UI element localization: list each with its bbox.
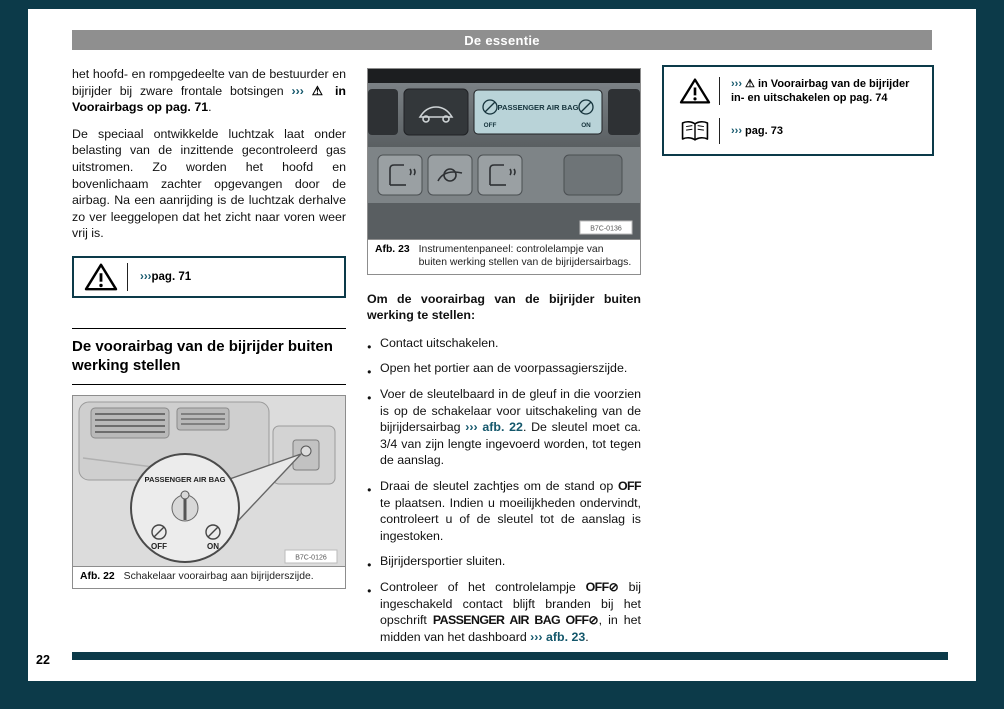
warning-note-box: [72, 256, 346, 298]
figure-23-on-label: ON: [581, 122, 591, 129]
figure-23-label: Afb. 23: [375, 244, 410, 255]
list-item: [367, 478, 641, 544]
figure-22-label: Afb. 22: [80, 570, 115, 582]
cross-reference: ››› afb. 22: [465, 420, 523, 435]
procedure-intro: Om de voorairbag van de bijrijder buiten werking te stellen:: [367, 291, 641, 323]
figure-23: [367, 68, 641, 275]
figure-22: [72, 395, 346, 589]
manual-page: [28, 9, 976, 681]
cross-reference-arrows: ›››: [731, 78, 746, 90]
paragraph: [72, 66, 346, 116]
warning-icon-cell: [674, 77, 720, 105]
cross-reference-target: pag. 71: [151, 270, 192, 283]
cross-reference-arrows: ›››: [731, 125, 746, 137]
list-item: [367, 386, 641, 469]
reference-row-manual: [674, 118, 922, 144]
figure-23-code: B7C-0136: [590, 225, 622, 233]
figure-23-caption: [367, 240, 641, 275]
figure-22-off-label: OFF: [151, 541, 167, 551]
list-item: [367, 553, 641, 570]
off-indicator-text: OFF: [585, 579, 609, 594]
dashboard-switch-illustration: [73, 396, 345, 567]
figure-23-off-label: OFF: [483, 122, 497, 129]
cross-reference-target: pag. 73: [745, 125, 783, 137]
paragraph-text: het hoofd- en rompgedeelte van de bestuurder en bijrijder bij zware frontale botsingen: [72, 67, 346, 98]
cross-reference-target: ⚠ in Voorairbags op pag. 71: [72, 83, 346, 115]
figure-22-image: [72, 395, 346, 567]
cross-reference-arrows: ›››: [291, 83, 312, 98]
figure-23-caption-text: Instrumentenpaneel: controlelampje van buiten werking stellen van de bijrijdersairbags.: [418, 244, 632, 268]
list-item-text: Draai de sleutel zachtjes om de stand op: [380, 478, 619, 493]
passenger-airbag-indicator-text: PASSENGER AIR BAG OFF: [432, 613, 589, 628]
figure-22-switch-title: PASSENGER AIR BAG: [144, 474, 226, 484]
figure-22-code: B7C-0126: [295, 554, 327, 562]
book-icon: [679, 118, 711, 144]
list-item-text: Open het portier aan de voorpassagierszijde.: [380, 361, 628, 376]
figure-22-on-label: ON: [207, 541, 219, 551]
footer-bar: [72, 652, 948, 660]
list-item-text: Voer de sleutelbaard in de gleuf in die voorzien is op de schakelaar voor uitschakeling van de bijrijdersairbag: [380, 386, 641, 435]
list-item-text: Bijrijdersportier sluiten.: [380, 554, 506, 569]
list-item-text: Controleer of het controlelampje: [380, 579, 586, 594]
reference-row-warning: [674, 77, 922, 105]
right-column: [662, 63, 934, 156]
reference-box: [662, 65, 934, 156]
list-item-text: bij ingeschakeld contact blijft branden bij het opschrift: [380, 579, 641, 628]
warning-note-text: [128, 258, 344, 296]
cross-reference-target: ⚠ in Voorairbag van de bijrijder in- en uitschakelen op pag. 74: [731, 78, 910, 104]
list-item: [367, 335, 641, 352]
warning-triangle-icon: [84, 262, 118, 292]
off-indicator-text: OFF: [618, 478, 641, 493]
page-number: 22: [36, 653, 50, 667]
instrument-panel-photo: [368, 69, 640, 240]
reference-text: [731, 77, 922, 105]
middle-column: [367, 63, 641, 654]
chapter-title: De essentie: [464, 32, 540, 48]
figure-22-caption-text: Schakelaar voorairbag aan bijrijderszijde.: [123, 570, 314, 582]
list-item-text: , in het midden van het dashboard: [380, 613, 641, 644]
cross-reference: ››› afb. 23: [530, 629, 586, 644]
list-item: [367, 579, 641, 645]
airbag-off-icon: ⊘: [588, 613, 599, 628]
paragraph-text: .: [208, 100, 212, 115]
figure-23-image: [367, 68, 641, 240]
figure-23-display-title: PASSENGER AIR BAG: [497, 103, 579, 112]
airbag-off-icon: ⊘: [608, 579, 619, 594]
list-item: [367, 360, 641, 377]
section-heading: De voorairbag van de bijrijder buiten werking stellen: [72, 328, 346, 385]
list-item-text: te plaatsen. Indien u moeilijkheden ondervindt, controleert u of de sleutel tot de aanslag is ingestoken.: [380, 495, 641, 543]
chapter-header: [72, 30, 932, 50]
figure-22-caption: [72, 567, 346, 589]
warning-icon-cell: [74, 263, 128, 291]
reference-text: [731, 124, 783, 138]
list-item-text: . De sleutel moet ca. 3/4 van zijn lengte ingevoerd worden, tot tegen de aanslag.: [380, 420, 641, 468]
list-item-text: Contact uitschakelen.: [380, 335, 499, 350]
left-column: [72, 63, 346, 589]
book-icon-cell: [674, 118, 720, 144]
warning-triangle-icon: [679, 77, 711, 105]
paragraph: De speciaal ontwikkelde luchtzak laat onder belasting van de inzittende gecontroleerd gas uitstromen. Zo worden het hoofd en bovenlichaam zachter opgevangen door de airbag. Na een aanrijding is de luchtzak derhalve zo ver leeggelopen dat het zicht naar voren weer vrij is.: [72, 126, 346, 241]
list-item-text: .: [585, 629, 589, 644]
cross-reference-arrows: ›››: [140, 270, 152, 283]
